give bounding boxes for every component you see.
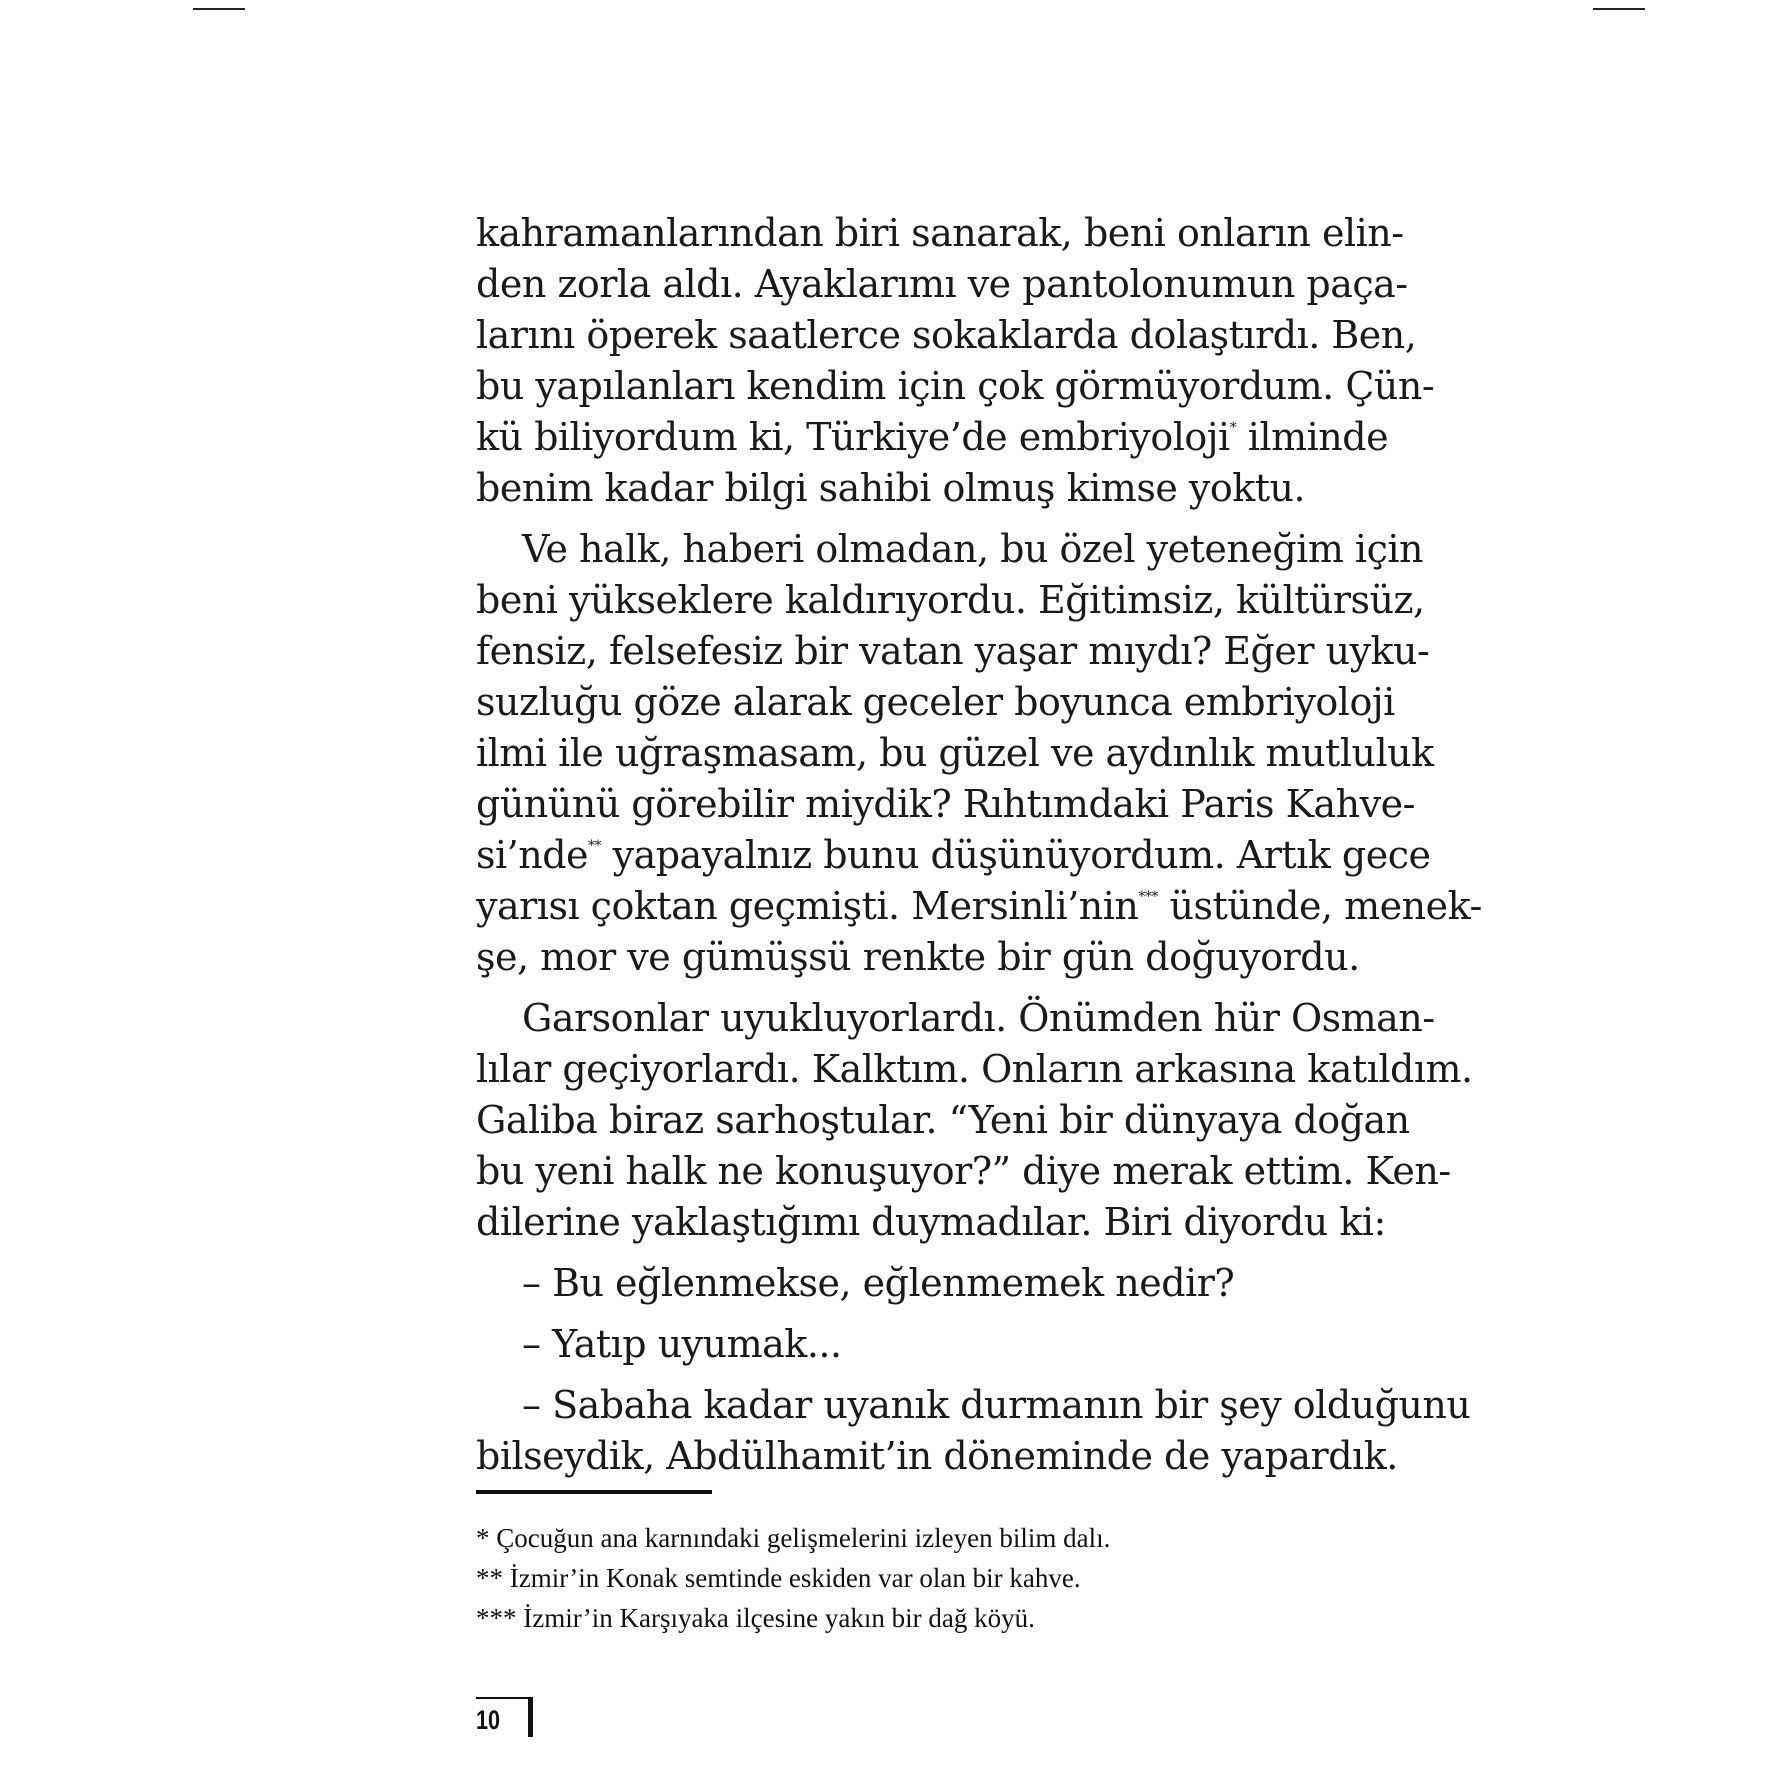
text-line: si’nde** yapayalnız bunu düşünüyordum. Artık gece	[476, 833, 1431, 877]
text-line: den zorla aldı. Ayaklarımı ve pantolonumun paça-	[476, 262, 1408, 306]
text-line: benim kadar bilgi sahibi olmuş kimse yoktu.	[476, 466, 1306, 510]
text-line: – Sabaha kadar uyanık durmanın bir şey olduğunu	[522, 1383, 1471, 1427]
text-line: bu yapılanları kendim için çok görmüyordum. Çün-	[476, 364, 1435, 408]
text-line: bilseydik, Abdülhamit’in döneminde de yapardık.	[476, 1434, 1398, 1478]
footnotes	[476, 1518, 1376, 1638]
footnote-separator	[476, 1490, 712, 1494]
paragraph	[476, 1319, 1360, 1370]
text-line: – Yatıp uyumak...	[522, 1322, 842, 1366]
text-line: Galiba biraz sarhoştular. “Yeni bir dünyaya doğan	[476, 1098, 1410, 1142]
page-number-side-rule	[528, 1697, 533, 1737]
footnote-2: ** İzmir’in Konak semtinde eskiden var olan bir kahve.	[476, 1563, 1081, 1593]
text-line: ilmi ile uğraşmasam, bu güzel ve aydınlık mutluluk	[476, 731, 1434, 775]
text-line: lılar geçiyorlardı. Kalktım. Onların arkasına katıldım.	[476, 1047, 1473, 1091]
text-line: kahramanlarından biri sanarak, beni onların elin-	[476, 211, 1404, 255]
page-number: 10	[476, 1705, 501, 1735]
page-number-top-rule	[476, 1697, 530, 1699]
text-line: dilerine yaklaştığımı duymadılar. Biri diyordu ki:	[476, 1200, 1386, 1244]
text-line: beni yükseklere kaldırıyordu. Eğitimsiz, kültürsüz,	[476, 578, 1425, 622]
text-line: fensiz, felsefesiz bir vatan yaşar mıydı? Eğer uyku-	[476, 629, 1430, 673]
paragraph	[476, 1380, 1471, 1482]
text-line: şe, mor ve gümüşsü renkte bir gün doğuyordu.	[476, 935, 1360, 979]
footnote-marker: **	[588, 838, 602, 854]
text-line: – Bu eğlenmekse, eğlenmemek nedir?	[522, 1261, 1235, 1305]
text-line: larını öperek saatlerce sokaklarda dolaştırdı. Ben,	[476, 313, 1417, 357]
text-line: Ve halk, haberi olmadan, bu özel yeteneğim için	[522, 527, 1423, 571]
body-text	[476, 208, 1482, 1492]
footnote-marker: *	[1229, 420, 1237, 436]
crop-mark-right	[1593, 8, 1645, 10]
footnote-3: *** İzmir’in Karşıyaka ilçesine yakın bir dağ köyü.	[476, 1603, 1035, 1633]
text-line: yarısı çoktan geçmişti. Mersinli’nin*** üstünde, menek-	[476, 884, 1482, 928]
text-line: gününü görebilir miydik? Rıhtımdaki Paris Kahve-	[476, 782, 1415, 826]
text-line: kü biliyordum ki, Türkiye’de embriyoloji* ilminde	[476, 415, 1389, 459]
paragraph	[476, 1258, 1360, 1309]
page-number-box	[476, 1697, 532, 1737]
paragraph	[476, 208, 1435, 514]
text-line: suzluğu göze alarak geceler boyunca embriyoloji	[476, 680, 1395, 724]
paragraph	[476, 993, 1473, 1248]
paragraph	[476, 524, 1482, 983]
footnote-marker: ***	[1138, 889, 1158, 905]
text-line: bu yeni halk ne konuşuyor?” diye merak ettim. Ken-	[476, 1149, 1451, 1193]
crop-mark-left	[193, 8, 245, 10]
text-line: Garsonlar uyukluyorlardı. Önümden hür Osman-	[522, 996, 1435, 1040]
footnote-1: * Çocuğun ana karnındaki gelişmelerini izleyen bilim dalı.	[476, 1523, 1111, 1553]
